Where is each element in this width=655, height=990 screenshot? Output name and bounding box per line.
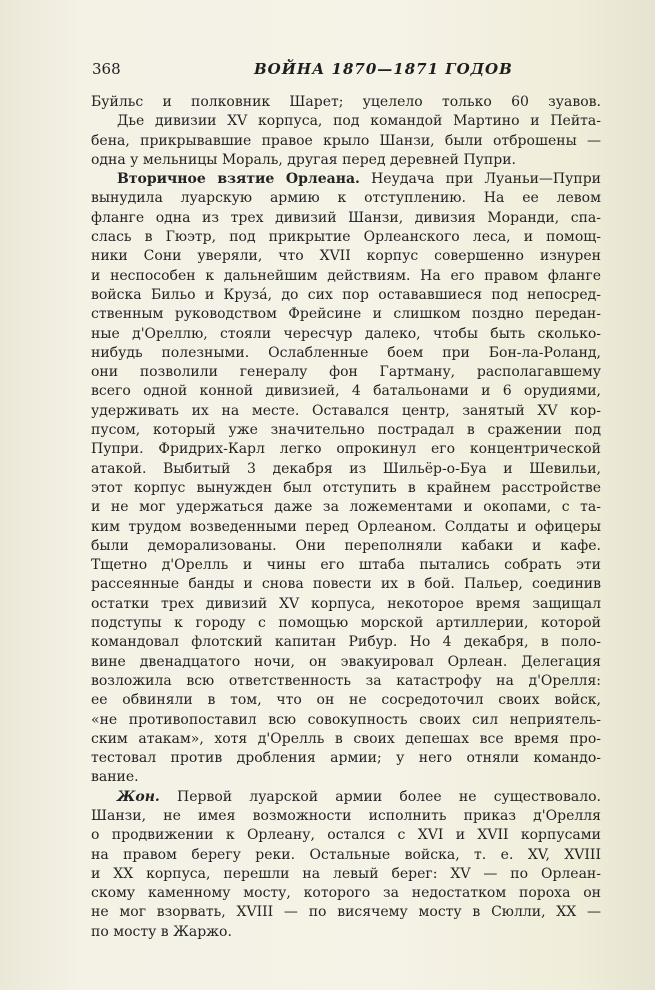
text-line: Дье дивизии XV корпуса, под командой Мартино и Пейта-: [117, 113, 601, 130]
text-line: слась в Гюэтр, под прикрытие Орлеанского леса, и помощ-: [91, 229, 601, 246]
page-header: [92, 60, 572, 84]
text-line: Тщетно д'Орелль и чины его штаба пытались собрать эти: [91, 557, 601, 574]
text-line: Первой луарской армии более не существовало.: [159, 788, 601, 805]
text-line: бена, прикрывавшие правое крыло Шанзи, были отброшены —: [91, 132, 601, 149]
text-line: атакой. Выбитый 3 декабря из Шильёр-о-Буа и Шевильи,: [91, 460, 601, 477]
text-line: и XX корпуса, перешли на левый берег: XV — по Орлеан-: [91, 865, 601, 882]
text-line: скому каменному мосту, которого за недостатком пороха он: [91, 885, 601, 902]
text-line: Пупри. Фридрих-Карл легко опрокинул его концентрической: [91, 441, 601, 458]
page-number: 368: [92, 60, 121, 78]
text-line: всего одной конной дивизией, 4 батальонами и 6 орудиями,: [91, 383, 601, 400]
body-text: [91, 93, 601, 942]
text-line: этот корпус вынужден был отступить в крайнем расстройстве: [91, 479, 601, 496]
text-line: удерживать их на месте. Оставался центр, занятый XV кор-: [91, 402, 601, 419]
text-line: ственным руководством Фрейсине и слишком поздно передан-: [91, 306, 601, 323]
text-line: вынудила луарскую армию к отступлению. На ее левом: [91, 190, 601, 207]
text-line: ные д'Ореллю, стояли чересчур далеко, чтобы быть сколько-: [91, 325, 601, 342]
text-line: «не противопоставил всю совокупность своих сил неприятель-: [91, 711, 601, 728]
text-line: ники Сони уверяли, что XVII корпус совершенно изнурен: [91, 248, 601, 265]
text-line: фланге одна из трех дивизий Шанзи, дивизия Моранди, спа-: [91, 209, 601, 226]
text-line: подступы к городу с помощью морской артиллерии, которой: [91, 615, 601, 632]
text-line: они позволили генералу фон Гартману, располагавшему: [91, 364, 601, 381]
text-line: тестовал против дробления армии; у него отняли командо-: [91, 750, 601, 767]
paragraph-first-line: [91, 170, 601, 189]
text-line: Шанзи, не имея возможности исполнить приказ д'Орелля: [91, 807, 601, 824]
text-line: нибудь полезными. Ослабленные боем при Бон-ла-Роланд,: [91, 344, 601, 361]
text-line: Буйльс и полковник Шарет; уцелело только 60 зуавов.: [91, 94, 601, 110]
text-line: о продвижении к Орлеану, остался с XVI и XVII корпусами: [91, 827, 601, 844]
text-line: не мог взорвать, XVIII — по висячему мосту в Сюлли, XX —: [91, 904, 601, 921]
text-line: на правом берегу реки. Остальные войска, т. е. XV, XVIII: [91, 846, 601, 863]
paragraph-first-line: [91, 788, 601, 807]
text-line: рассеянные банды и снова повести их в бой. Пальер, соединив: [91, 576, 601, 593]
text-line: командовал флотский капитан Рибур. Но 4 декабря, в поло-: [91, 634, 601, 651]
running-title: ВОЙНА 1870—1871 ГОДОВ: [254, 60, 513, 78]
text-line: ее обвиняли в том, что он не сосредоточил своих войск,: [91, 692, 601, 709]
text-line: и неспособен к дальнейшим действиям. На его правом фланге: [91, 267, 601, 284]
section-heading: Вторичное взятие Орлеана.: [117, 171, 360, 188]
text-line: по мосту в Жаржо.: [91, 923, 232, 940]
section-heading: Жон.: [117, 788, 160, 805]
text-line: были деморализованы. Они переполняли кабаки и кафе.: [91, 537, 601, 554]
text-line: пусом, который уже значительно пострадал в сражении под: [91, 422, 601, 439]
text-line: остатки трех дивизий XV корпуса, некоторое время защищал: [91, 595, 601, 612]
text-line: вание.: [91, 769, 139, 786]
text-line: вине двенадцатого ночи, он эвакуировал Орлеан. Делегация: [91, 653, 601, 670]
text-line: и не мог удержаться даже за ложементами и окопами, с та-: [91, 499, 601, 516]
text-line: войска Бильо и Крузá, до сих пор остававшиеся под непосред-: [91, 286, 601, 303]
text-line: Неудача при Луаньи—Пупри: [359, 171, 601, 188]
text-line: ким трудом возведенными перед Орлеаном. Солдаты и офицеры: [91, 518, 601, 535]
text-line: одна у мельницы Мораль, другая перед деревней Пупри.: [91, 151, 516, 168]
text-line: ским атакам», хотя д'Орелль в своих депешах все время про-: [91, 730, 601, 747]
text-line: возложила всю ответственность за катастрофу на д'Орелля:: [91, 672, 601, 689]
